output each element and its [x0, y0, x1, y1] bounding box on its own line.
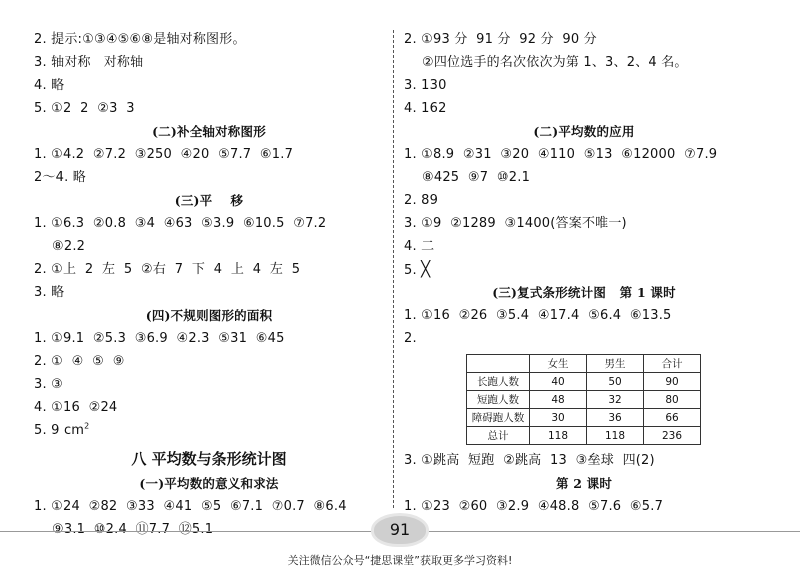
- table-header-cell: [467, 355, 530, 373]
- answer-line: 2.: [404, 331, 417, 346]
- superscript: 2: [84, 421, 90, 431]
- section-heading: (二)平均数的应用: [533, 124, 635, 139]
- table-header-cell: 合计: [644, 355, 701, 373]
- column-divider: [393, 30, 394, 508]
- left-column: [34, 28, 384, 541]
- table-cell: 30: [530, 409, 587, 427]
- answer-number: 5.: [404, 263, 417, 278]
- table-cell: 40: [530, 373, 587, 391]
- answer-line: 2. 提示:①③④⑤⑥⑧是轴对称图形。: [34, 32, 246, 47]
- chapter-title: 八 平均数与条形统计图: [131, 450, 287, 468]
- footer-notice: 关注微信公众号“捷思课堂”获取更多学习资料!: [287, 554, 513, 567]
- answer-line: 4. 二: [404, 239, 435, 254]
- answer-line: 1. ①4.2 ②7.2 ③250 ④20 ⑤7.7 ⑥1.7: [34, 147, 294, 162]
- answer-line: 4. 略: [34, 78, 65, 93]
- answer-line: ⑨3.1 ⑩2.4 ⑪7.7 ⑫5.1: [52, 522, 214, 537]
- table-header-cell: 男生: [587, 355, 644, 373]
- answer-text: 5. 9 cm: [34, 423, 85, 438]
- table-cell: 36: [587, 409, 644, 427]
- table-cell: 障碍跑人数: [467, 409, 530, 427]
- table-cell: 48: [530, 391, 587, 409]
- answer-line: 2. ①上 2 左 5 ②右 7 下 4 上 4 左 5: [34, 262, 301, 277]
- table-cell: 80: [644, 391, 701, 409]
- section-heading: (三)平 移: [174, 193, 244, 208]
- statistics-table: [466, 354, 701, 445]
- answer-line: [404, 258, 764, 281]
- table-row: [467, 391, 701, 409]
- answer-line: 3. ①9 ②1289 ③1400(答案不唯一): [404, 216, 627, 231]
- answer-line: 2～4. 略: [34, 170, 87, 185]
- answer-line: ⑧2.2: [52, 239, 86, 254]
- answer-line: 1. ①24 ②82 ③33 ④41 ⑤5 ⑥7.1 ⑦0.7 ⑧6.4: [34, 499, 347, 514]
- table-cell: 总计: [467, 427, 530, 445]
- table-cell: 短跑人数: [467, 391, 530, 409]
- page-number-badge: 91: [374, 516, 426, 544]
- table-cell: 90: [644, 373, 701, 391]
- table-cell: 118: [587, 427, 644, 445]
- section-heading: (二)补全轴对称图形: [152, 124, 266, 139]
- lesson-heading: 第 2 课时: [555, 476, 613, 491]
- table-cell: 32: [587, 391, 644, 409]
- answer-line: 3. 略: [34, 285, 65, 300]
- answer-line: 3. ③: [34, 377, 63, 392]
- answer-line: 3. 轴对称 对称轴: [34, 55, 144, 70]
- answer-line: 2. ①93 分 91 分 92 分 90 分: [404, 32, 597, 47]
- answer-line: 1. ①16 ②26 ③5.4 ④17.4 ⑤6.4 ⑥13.5: [404, 308, 672, 323]
- table-header-row: [467, 355, 701, 373]
- table-row: [467, 409, 701, 427]
- answer-line: ②四位选手的名次依次为第 1、3、2、4 名。: [422, 55, 688, 70]
- answer-line: 4. 162: [404, 101, 447, 116]
- answer-line: ⑧425 ⑨7 ⑩2.1: [422, 170, 531, 185]
- table-row: [467, 427, 701, 445]
- answer-line: 2. 89: [404, 193, 439, 208]
- cross-mark-icon: ╳: [421, 260, 431, 278]
- table-cell: 66: [644, 409, 701, 427]
- right-column: [404, 28, 764, 518]
- section-heading: (三)复式条形统计图 第 1 课时: [492, 285, 676, 300]
- section-heading: (一)平均数的意义和求法: [139, 476, 279, 491]
- answer-line: 1. ①6.3 ②0.8 ③4 ④63 ⑤3.9 ⑥10.5 ⑦7.2: [34, 216, 327, 231]
- answer-line: 1. ①9.1 ②5.3 ③6.9 ④2.3 ⑤31 ⑥45: [34, 331, 285, 346]
- answer-line: [34, 419, 384, 442]
- table-cell: 236: [644, 427, 701, 445]
- table-cell: 长跑人数: [467, 373, 530, 391]
- answer-line: 1. ①8.9 ②31 ③20 ④110 ⑤13 ⑥12000 ⑦7.9: [404, 147, 718, 162]
- answer-line: 4. ①16 ②24: [34, 400, 118, 415]
- answer-line: 5. ①2 2 ②3 3: [34, 101, 135, 116]
- table-header-cell: 女生: [530, 355, 587, 373]
- section-heading: (四)不规则图形的面积: [145, 308, 273, 323]
- answer-line: 3. ①跳高 短跑 ②跳高 13 ③垒球 四(2): [404, 453, 655, 468]
- table-row: [467, 373, 701, 391]
- table-cell: 50: [587, 373, 644, 391]
- answer-line: 1. ①23 ②60 ③2.9 ④48.8 ⑤7.6 ⑥5.7: [404, 499, 664, 514]
- answer-line: 2. ① ④ ⑤ ⑨: [34, 354, 125, 369]
- answer-line: 3. 130: [404, 78, 447, 93]
- table-cell: 118: [530, 427, 587, 445]
